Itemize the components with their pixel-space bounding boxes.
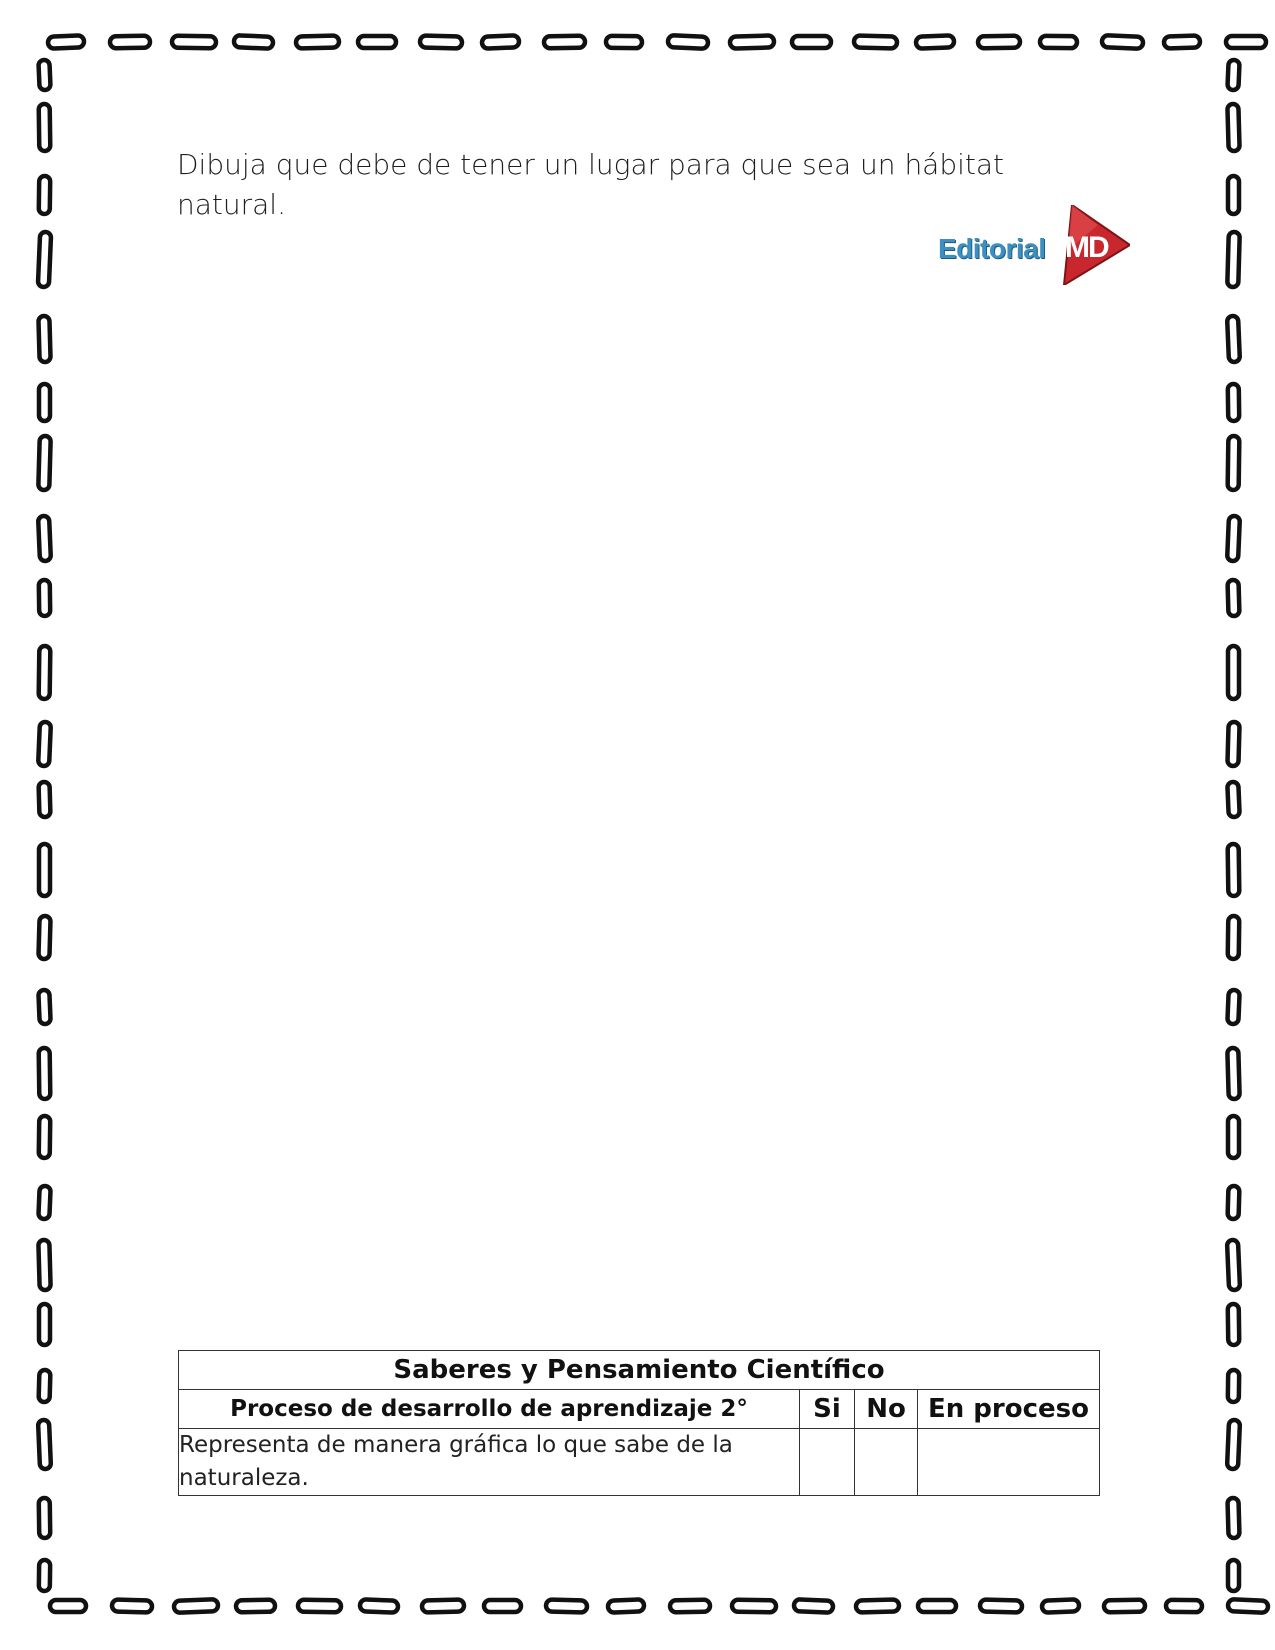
checkbox-cell-no[interactable] — [855, 1429, 918, 1496]
border-dash — [1227, 104, 1239, 151]
logo-text: Editorial — [938, 233, 1046, 264]
border-dash — [38, 1186, 50, 1219]
header-en-proceso: En proceso — [918, 1390, 1100, 1429]
border-dash — [1227, 1498, 1239, 1538]
border-dash — [38, 1420, 51, 1469]
border-dash — [39, 1370, 51, 1402]
border-dash — [236, 1600, 275, 1613]
header-no: No — [855, 1390, 918, 1429]
border-dash — [1228, 844, 1240, 896]
border-dash — [918, 1600, 956, 1612]
border-dash — [1228, 1599, 1268, 1613]
border-dash — [1228, 1560, 1239, 1591]
border-dash — [484, 1600, 521, 1612]
row-description: Representa de manera gráfica lo que sabe de la naturaleza. — [179, 1429, 800, 1496]
border-dash — [732, 1600, 776, 1613]
border-dash — [420, 35, 462, 48]
border-dash — [668, 35, 708, 49]
table-row — [179, 1429, 1100, 1496]
checkbox-cell-si[interactable] — [800, 1429, 855, 1496]
border-dash — [606, 36, 642, 49]
border-dash — [38, 722, 51, 766]
border-dash — [1227, 1048, 1239, 1099]
border-dash — [1164, 35, 1200, 48]
border-dash — [38, 316, 50, 362]
border-dash — [1104, 1600, 1145, 1613]
border-dash — [48, 35, 84, 48]
border-dash — [39, 782, 51, 817]
border-dash — [1227, 722, 1239, 766]
border-dash — [1227, 782, 1239, 817]
border-dash — [39, 1560, 50, 1591]
border-dash — [39, 844, 50, 896]
border-dash — [174, 1599, 218, 1613]
border-dash — [38, 916, 50, 959]
border-dash — [38, 436, 51, 490]
border-dash — [39, 384, 50, 421]
border-dash — [38, 990, 50, 1024]
border-dash — [296, 35, 339, 48]
border-dash — [854, 35, 897, 48]
checkbox-cell-en-proceso[interactable] — [918, 1429, 1100, 1496]
border-dash — [544, 36, 585, 49]
border-dash — [1228, 1370, 1239, 1402]
border-dash — [1227, 516, 1240, 561]
border-dash — [1040, 36, 1077, 49]
border-dash — [110, 36, 150, 49]
border-dash — [298, 1600, 341, 1613]
border-dash — [1226, 36, 1266, 48]
border-dash — [38, 232, 51, 287]
border-dash — [39, 1498, 51, 1538]
border-dash — [980, 1599, 1022, 1612]
border-dash — [978, 36, 1020, 49]
border-dash — [38, 60, 50, 90]
border-dash — [39, 1048, 51, 1099]
border-dash — [38, 516, 51, 561]
border-dash — [1228, 1186, 1240, 1219]
border-dash — [1227, 60, 1239, 90]
border-dash — [1227, 316, 1240, 362]
border-dash — [39, 1116, 51, 1158]
border-dash — [546, 1599, 587, 1612]
border-dash — [856, 1599, 899, 1612]
editorial-md-logo — [938, 205, 1123, 285]
table-title: Saberes y Pensamiento Científico — [179, 1351, 1100, 1390]
border-dash — [1228, 646, 1239, 699]
border-dash — [39, 580, 51, 616]
border-dash — [360, 1599, 398, 1613]
border-dash — [1228, 436, 1240, 490]
border-dash — [112, 1599, 152, 1612]
border-dash — [38, 1240, 50, 1290]
table-header-row — [179, 1390, 1100, 1429]
border-dash — [792, 36, 831, 48]
instruction-text: Dibuja que debe de tener un lugar para que sea un hábitat natural. — [177, 148, 1005, 221]
border-dash — [482, 35, 519, 49]
border-dash — [1228, 1304, 1240, 1345]
header-process: Proceso de desarrollo de aprendizaje 2° — [179, 1390, 800, 1429]
border-dash — [1228, 176, 1239, 214]
header-si: Si — [800, 1390, 855, 1429]
border-dash — [1166, 1600, 1202, 1613]
logo-mark-text: MD — [1065, 231, 1108, 264]
border-dash — [916, 35, 954, 49]
border-dash — [1042, 1599, 1079, 1613]
border-dash — [1227, 1240, 1240, 1290]
border-dash — [1102, 35, 1143, 49]
evaluation-table — [178, 1350, 1100, 1496]
border-dash — [794, 1599, 833, 1613]
border-dash — [39, 1304, 50, 1345]
border-dash — [172, 36, 216, 49]
border-dash — [608, 1599, 644, 1612]
border-dash — [39, 176, 51, 214]
border-dash — [234, 35, 273, 49]
border-dash — [1227, 990, 1239, 1024]
border-dash — [358, 36, 396, 48]
border-dash — [1228, 384, 1240, 421]
border-dash — [1228, 1116, 1239, 1158]
border-dash — [1227, 580, 1239, 616]
border-dash — [50, 1600, 86, 1612]
border-dash — [39, 646, 51, 699]
border-dash — [39, 104, 51, 151]
border-dash — [1227, 1420, 1240, 1469]
border-dash — [670, 1600, 710, 1613]
border-dash — [730, 35, 774, 48]
border-dash — [1228, 916, 1240, 959]
border-dash — [422, 1599, 464, 1612]
border-dash — [1227, 232, 1240, 287]
